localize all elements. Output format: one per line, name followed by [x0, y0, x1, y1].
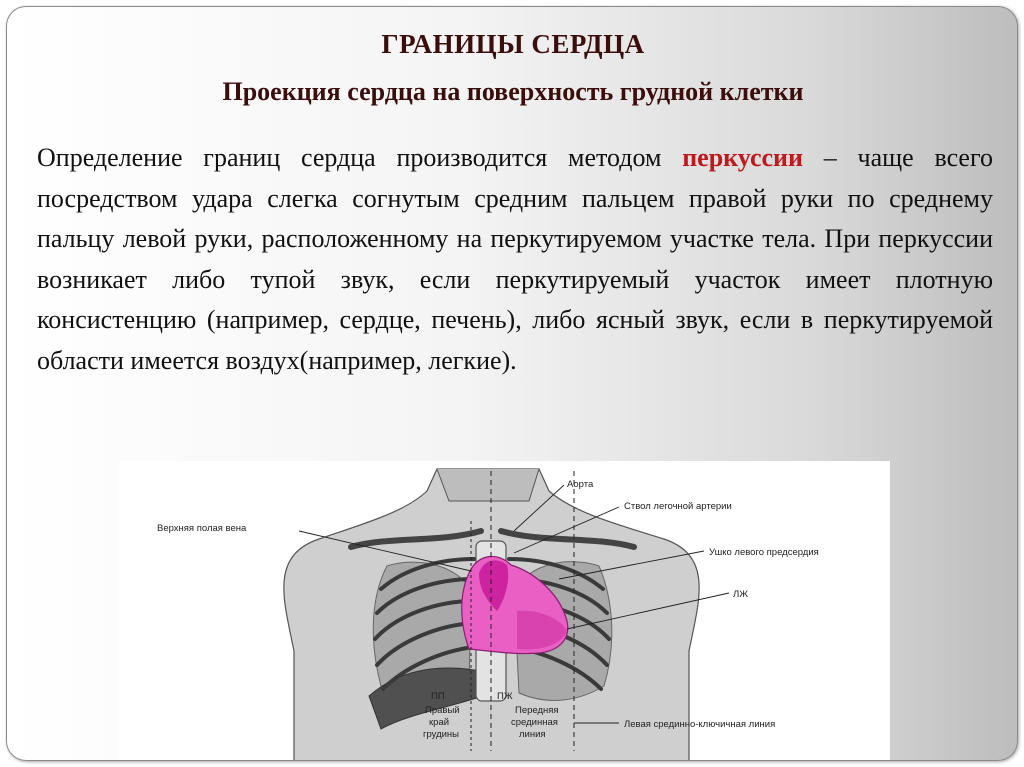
label-lv: ЛЖ	[733, 589, 749, 600]
label-pp: ПП	[431, 691, 445, 702]
body-text-start: Определение границ сердца производится методом	[37, 143, 683, 172]
label-anterior-median-1: Передняя	[515, 705, 559, 716]
label-right-sternal-edge-3: грудины	[423, 729, 460, 740]
chest-diagram	[119, 461, 890, 761]
label-anterior-median-2: срединная	[511, 717, 558, 728]
label-pulmonary-trunk: Ствол легочной артерии	[624, 501, 732, 512]
label-aorta: Аорта	[567, 479, 594, 490]
label-right-sternal-edge-2: край	[429, 717, 450, 728]
body-text-rest: – чаще всего посредством удара слегка согнутым средним пальцем правой руки по среднему пальцу левой руки, расположенному на перкутируемом участке тела. При перкуссии возникает либо тупой звук, если перкутируемый участок имеет плотную консистенцию (например, сердце, печень), либо ясный звук, если в перкутируемой области имеется воздух(например, легкие).	[37, 143, 993, 375]
slide	[6, 6, 1018, 761]
neck	[437, 469, 539, 501]
body-text	[37, 138, 993, 381]
slide-title: ГРАНИЦЫ СЕРДЦА	[381, 29, 645, 59]
percussion-term: перкуссии	[682, 143, 804, 172]
label-left-auricle: Ушко левого предсердия	[709, 547, 819, 558]
label-pzh: ПЖ	[497, 691, 513, 702]
slide-subtitle: Проекция сердца на поверхность грудной клетки	[222, 77, 804, 106]
label-left-midclavicular-line: Левая срединно-ключичная линия	[624, 719, 776, 730]
label-right-sternal-edge-1: Правый	[425, 705, 460, 716]
heart-projection-figure	[119, 461, 890, 761]
label-anterior-median-3: линия	[519, 729, 546, 740]
label-superior-vena-cava: Верхняя полая вена	[157, 523, 247, 534]
